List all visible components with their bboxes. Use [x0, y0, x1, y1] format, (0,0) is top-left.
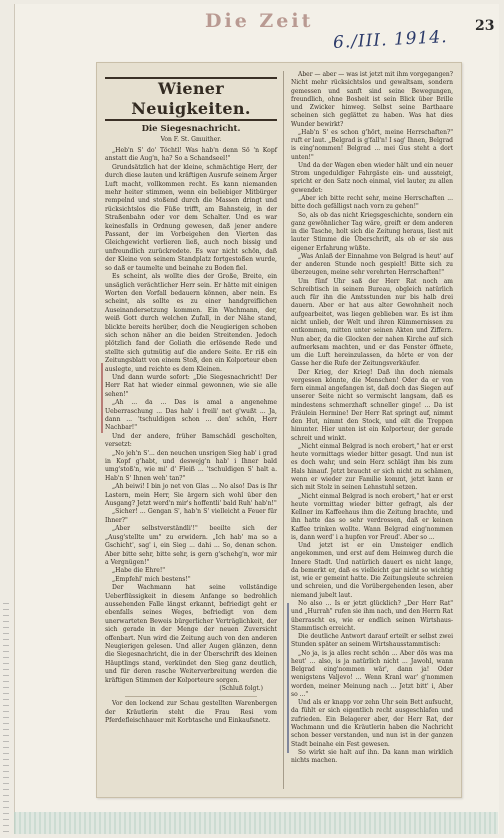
- paragraph: Der Wachmann hat seine vollständige Ueberflüssigkeit in diesem Anfange so bedrohlich aussehenden Falle längst erkannt, befriedigt geht er ebenfalls seines Weges, befriedigt von dem unerwarteten Beweis bürgerlicher Verträglichkeit, der sich gerade in der Menge der neuen Zuversicht offenbart. Nun wird die Zeitung auch von den anderen Neugierigen gelesen. Und aller Augen glänzen, denn die Siegesnachricht, die in der Überschrift des kleinen Häuptlings stand, verkündet den Sieg ganz deutlich, und für deren rasche Weiterverbreitung werden die kräftigen Stimmen der Kolporteure sorgen.: [105, 584, 277, 684]
- paragraph: Und der andere, früher Bamschädl gescholten, versetzt:: [105, 432, 277, 449]
- paragraph: „Heb'n S' do' Töchtl! Was hab'n denn Sö 'n Kopf anstatt die Aug'n, ha? So a Schandseel!": [105, 147, 277, 163]
- margin-pencil-mark: [287, 603, 289, 753]
- paragraph: Und als er knapp vor zehn Uhr sein Bett aufsucht, da fühlt er sich eigentlich recht ausgeschlafen und zufrieden. Ein Belagerer aber, der Herr Rat, der Wachmann und die Kräutlerin haben die Nachricht schon besser verstanden, und nun ist in der ganzen Stadt beinahe ein Fest gewesen.: [291, 699, 453, 748]
- paragraph: Und da der Wagen eben wieder hält und ein neuer Strom ungeduldiger Fahrgäste ein- und aussteigt, spricht er den Satz noch einmal, viel lauter, zu allen gewendet:: [291, 161, 453, 194]
- article-column-left: [105, 71, 277, 726]
- article-byline: Von F. St. Gmuither.: [160, 136, 222, 143]
- paragraph: „Ah ... da ... Das is amal a angenehme Ueberraschung ... Das hab' i freili' net g'wußt ... Ja, dann ... 'tschuldigen schon ... den' schön, Herr Nachbar!": [105, 399, 277, 432]
- page-number: 23: [475, 18, 495, 34]
- paragraph: No also ... Is er jetzt glücklich? „Der Herr Rat" und „Hurrah" rufen sie ihm nach, und den Herrn Rat überrascht es, wie er endlich seinen Wirtshaus-Stammtisch erreicht.: [291, 600, 453, 632]
- continued-label: (Schluß folgt.): [219, 685, 263, 692]
- paragraph: Vor den lockend zur Schau gestellten Warenbergen der Kräutlerin steht die Frau Resi vom Pferdefleischhauer mit Korbtasche und Einkaufsnetz.: [105, 700, 277, 725]
- scan-edge-strip: [14, 812, 498, 834]
- paragraph: „Aber ich bitte recht sehr, meine Herrschaften ... bitte doch gefälligst nach vorn zu gehen!": [291, 194, 453, 211]
- paragraph: Aber — aber — was ist jetzt mit ihm vorgegangen? Nicht mehr rücksichtslos und gewaltsam, sondern gemessen und sanft sind seine Bewegungen, freundlich, ohne Bosheit ist sein Blick über Brille und Zwicker hinweg. Selbst seine Barthaare scheinen sich geglättet zu haben. Was hat dies Wunder bewirkt?: [291, 71, 453, 128]
- column-divider: [283, 71, 284, 789]
- paragraph: Um fünf Uhr saß der Herr Rat noch am Schreibtisch in seinem Bureau, obgleich natürlich auch für ihn die Amtsstunden nur bis halb drei dauern. Aber er hat aus alter Gewohnheit noch aufgearbeitet, was liegen geblieben war. Es ist ihm nicht unlieb, der Welt und ihren Kümmernissen zu entkommen, mitten unter seinen Akten und Ziffern. Nun aber, da die Glocken der nahen Kirche auf sich aufmerksam machten, und er das Fenster öffnete, um die Luft hereinzulassen, da hörte er von der Gasse her die Rufe der Zeitungsverkäufer.: [291, 277, 453, 368]
- paragraph: „Nicht einmal Belgrad is noch erobert," hat er erst heute vormittag wieder bitter gefragt, als der Kellner im Kaffeehaus ihm die Zeitung brachte, und ihn hatte das so sehr verdrossen, daß er keinen Kaffee trinken wollte. Wann Belgrad eing'nommen is, dann werd' i a hupfen vor Freud'. Aber so ...: [291, 492, 453, 541]
- handwritten-date: 6./III. 1914.: [332, 27, 449, 53]
- paragraph: Die deutliche Antwort darauf erteilt er selbst zwei Stunden später an seinem Wirtshausstammtisch:: [291, 633, 453, 649]
- separator-line: [125, 696, 257, 697]
- paragraph: „Empfehl' mich bestens!": [112, 575, 191, 583]
- paragraph: „Ah beiwi! I bin jo net von Glas ... No also! Das is Ihr Lastern, mein Herr, Sie ärgern sich wohl über den Ausgang? Jetzt werd'n mir's hoffentli' bald Ruh' hab'n!": [105, 483, 277, 508]
- paragraph: „Nicht einmal Belgrad is noch erobert," hat er erst heute vormittags wieder bitter gesagt. Und nun ist es doch wahr, und sein Herz schlägt ihm bis zum Hals hinauf. Jetzt braucht er sich nicht zu schämen, wenn er wieder zur Familie kommt, jetzt kann er sich mit Stolz in seinen Lehnstuhl setzen.: [291, 442, 453, 492]
- paragraph: Der Krieg, der Krieg! Daß ihn doch niemals vergessen könnte, die Menschen! Oder da er von fern einmal angefangen ist, daß doch das Siegen auf unserer Seite nicht so vermischt langsam, daß es mindestens schmerzhaft schneller ginge! ... Da ist Fräulein Hermine! Der Herr Rat springt auf, nimmt den Hut, nimmt den Stock, und eilt die Treppen hinunter. Hier unten ist ein Kolporteur, der gerade schreit und winkt.: [291, 368, 453, 442]
- paragraph: „No jeh'n S'... den neuchen unsrigen Sieg hab' i grad in Kopf g'habt, und deswejg'n hab' i Ihner bald umg'stoß'n, wie mi' d' Fleiß ... 'tschuldigen S' halt a. Hab'n S' Ihnen weh' tan?": [105, 449, 277, 482]
- paragraph: Und dann wurde sofort: „Die Siegesnachricht! Der Herr Rat hat wieder einmal gewonnen, wie sie alle sehen!": [105, 373, 277, 398]
- paragraph: „No ja, is ja alles recht schön ... Aber dös was ma heut' ... also, is ja natürlich nicht ... Jawohl, wann Belgrad eing'nommen wär', dann ja! Oder wenigstens Valjevo! ... Wenn Kranl war' g'nommen worden, meiner Meinung nach ... Jetzt bitt' i, Aber so ...": [291, 649, 453, 698]
- paragraph: So, als ob das nicht Kriegsgeschichte, sondern ein ganz gewöhnlicher Tag wäre, greift er dem anderen in die Tasche, holt sich die Zeitung heraus, liest mit lauter Stimme die Überschrift, als ob er sie aus eigener Erfahrung wüßte.: [291, 211, 453, 252]
- paragraph: Grundsätzlich hat der kleine, schmächtige Herr, der durch diese lauten und kräftigen Ausrufe seinem Ärger Luft macht, vollkommen recht. Es kann niemanden mehr heiter stimmen, wenn ein beliebiger Mitbürger rempelnd und stoßend durch die Massen dringt und rücksichtslos die Füße trifft, am Bahnsteig, in der Straßenbahn oder vor dem Schalter. Und es war keinesfalls in Ordnung gewesen, daß jener andere Passant, der im Vorbeigehen den Vierten das Gleichgewicht verlieren ließ, auch noch bissig und unfreundlich zurückredete. Es war nicht schön, daß der Kleine von seinem Standplatz fortgestoßen wurde, so daß er taumelte und beinahe zu Boden fiel.: [105, 163, 277, 272]
- paragraph: „Habe die Ehre!": [112, 567, 166, 575]
- article-title: Die Siegesnachricht.: [141, 124, 241, 134]
- paragraph: Es scheint, als wollte dies der Große, Breite, ein unsäglich verächtlicher Herr sein. Er hätte mit einigen Worten den Vorfall bedauern können, aber nein. Es scheint, als sollte es zu einer handgreiflichen Auseinandersetzung kommen. Ein Wachmann, der, weiß Gott durch welchen Zufall, in der Nähe stand, blickte bereits herüber, doch die Neugierigen schoben sich schon näher an die beiden Streitenden. Jedoch plötzlich fand der Goliath die erlösende Rede und stellte sich gutmütig auf die andere Seite. Er riß ein Zeitungsblatt von einem Stoß, den ein Kolporteur eben auslegte, und reichte es dem Kleinen.: [105, 273, 277, 373]
- paragraph: Und jetzt ist er ein Umsteiger endlich angekommen, und erst auf dem Heimweg durch die Innere Stadt. Und natürlich dauert es nicht lange, da bemerkt er, daß es vielleicht gar nicht so wichtig ist, wie er gemeint hatte. Die Zeitungsleute schreien und schreien, und die Vorübergehenden lesen, aber niemand jubelt laut.: [291, 542, 453, 599]
- paragraph: „Aber selbstverständli'!" beeilte sich der „Ausg'stellte um" zu erwidern. „Ich hab' ma so a Gschicht', sag' i, ein Sieg ... dahi ... So, denan schon. Aber bitte sehr, bitte sehr, is gern g'schehg'n, wor mir a Vergnügen!": [105, 525, 277, 566]
- section-masthead: Wiener Neuigkeiten.: [105, 77, 277, 121]
- margin-pencil-mark: [101, 363, 103, 433]
- paragraph: „Sicher! ... Gengan S', hab'n S' vielleicht a Feuer für Ihner?": [105, 508, 277, 524]
- paragraph: „Hab'n S' es schon g'hört, meine Herrschaften?" ruft er laut. „Belgrad is g'fall'n! I sag' Ihnen, Belgrad is eing'nommen! Belgrad ... mei Gus steht a dort unten!": [291, 128, 453, 161]
- newspaper-title: Die Zeit: [205, 10, 314, 32]
- newspaper-clipping: [96, 62, 462, 798]
- article-column-right: [291, 71, 453, 765]
- scan-ruler: [3, 600, 9, 832]
- paragraph: „Was Anlaß der Einnahme von Belgrad is heut' auf der anderen Stunde noch gespielt! Bitte sich zu überzeugen, meine sehr verehrten Herrschaften!": [291, 252, 453, 277]
- paragraph: So wirkt sie halt auf ihn. Da kann man wirklich nichts machen.: [291, 748, 453, 765]
